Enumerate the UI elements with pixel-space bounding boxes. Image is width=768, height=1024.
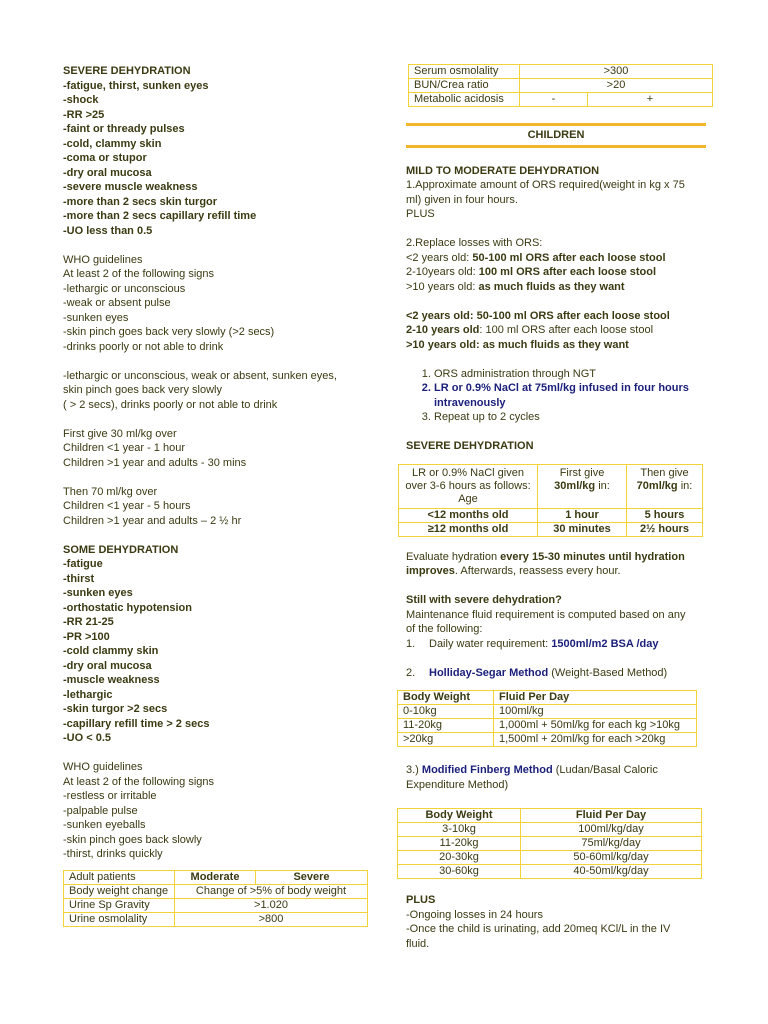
list-item: 2. Holliday-Segar Method (Weight-Based Method)	[406, 666, 668, 679]
table-cell: >800	[175, 912, 368, 926]
list-item: -fatigue	[63, 558, 103, 570]
text-line: 1.Approximate amount of ORS required(weight in kg x 75	[406, 179, 685, 191]
table-cell: <12 months old	[399, 508, 538, 522]
text-line: ( > 2 secs), drinks poorly or not able to drink	[63, 398, 278, 411]
list-item: -shock	[63, 94, 99, 106]
text-span: Holliday-Segar Method	[429, 666, 549, 679]
list-item: -faint or thready pulses	[63, 123, 185, 135]
table-header-row	[398, 691, 697, 705]
left-column	[63, 64, 363, 927]
some-dehydration-section	[63, 543, 363, 746]
list-item: -sunken eyes	[63, 587, 133, 599]
table-cell: 1,000ml + 50ml/kg for each kg >10kg	[494, 719, 697, 733]
header-text: Then give	[640, 466, 689, 479]
text-span: (Ludan/Basal Caloric	[552, 764, 658, 776]
text-line: First give 30 ml/kg over	[63, 427, 177, 440]
table-header-cell: Fluid Per Day	[494, 691, 697, 705]
text-span: Modified Finberg Method	[421, 764, 553, 776]
then-give-paragraph	[63, 485, 363, 529]
list-item	[406, 323, 706, 338]
table-cell: Change of >5% of body weight	[175, 884, 368, 898]
table-cell: 20-30kg	[398, 851, 521, 865]
table-cell: ≥12 months old	[399, 522, 538, 536]
severe-title: SEVERE DEHYDRATION	[63, 65, 191, 77]
list-item: -severe muscle weakness	[63, 181, 198, 193]
table-row	[398, 733, 697, 747]
severe-children-title: SEVERE DEHYDRATION	[406, 440, 534, 452]
table-cell: 30 minutes	[538, 522, 627, 536]
table-cell: Serum osmolality	[409, 65, 520, 79]
age-value: : as much fluids as they want	[476, 338, 629, 351]
list-item: 1. Daily water requirement: 1500ml/m2 BSA /day	[406, 637, 659, 650]
lab-values-table	[408, 64, 713, 107]
table-cell: 1 hour	[538, 508, 627, 522]
age-label: <2 years old	[406, 309, 470, 322]
list-item: -cold clammy skin	[63, 645, 159, 657]
table-cell: 40-50ml/kg/day	[521, 865, 702, 879]
age-value: : 50-100 ml ORS after each loose stool	[469, 309, 670, 322]
age-value: 50-100 ml ORS after each loose stool	[472, 251, 666, 264]
table-cell: Body weight change	[64, 884, 175, 898]
table-cell: 5 hours	[627, 508, 703, 522]
table-row	[398, 865, 702, 879]
list-item	[406, 309, 706, 324]
list-item: -RR 21-25	[63, 616, 114, 628]
text-line: -Ongoing losses in 24 hours	[406, 908, 543, 921]
header-suffix: in:	[677, 479, 693, 492]
text-line: PLUS	[406, 208, 435, 220]
finberg-heading	[406, 763, 706, 792]
table-cell: 50-60ml/kg/day	[521, 851, 702, 865]
mild-title: MILD TO MODERATE DEHYDRATION	[406, 164, 600, 177]
some-title: SOME DEHYDRATION	[63, 543, 179, 556]
text-span: (Weight-Based Method)	[548, 666, 668, 679]
text-line: of the following:	[406, 623, 483, 635]
severe-children-table	[398, 464, 703, 537]
table-cell: 1,500ml + 20ml/kg for each >20kg	[494, 733, 697, 747]
evaluate-paragraph	[406, 550, 706, 579]
list-item: 3. Repeat up to 2 cycles	[434, 410, 706, 425]
text-span: 3.)	[406, 764, 422, 776]
table-row	[64, 884, 368, 898]
table-header-cell: LR or 0.9% NaCl given over 3-6 hours as follows: Age	[399, 464, 538, 508]
text-line: ml) given in four hours.	[406, 193, 518, 206]
table-header-row	[398, 809, 702, 823]
ordered-list	[406, 367, 706, 425]
list-item: -fatigue, thirst, sunken eyes	[63, 79, 209, 92]
table-cell: >300	[520, 65, 713, 79]
list-item: -lethargic	[63, 688, 113, 701]
table-header-row	[399, 464, 703, 508]
age-value: as much fluids as they want	[478, 280, 625, 293]
adult-patients-table	[63, 870, 368, 927]
header-dose: 70ml/kg	[636, 479, 678, 492]
list-item: -thirst, drinks quickly	[63, 848, 163, 860]
header-suffix: in:	[595, 479, 610, 492]
text-line: Expenditure Method)	[406, 778, 509, 791]
table-header-cell: Body Weight	[398, 809, 521, 823]
list-item: 1. ORS administration through NGT	[434, 367, 706, 382]
table-cell: 100ml/kg/day	[521, 823, 702, 837]
table-header-cell: Fluid Per Day	[521, 809, 702, 823]
age-label: 2-10years old:	[406, 266, 479, 278]
text-line: Children <1 year - 1 hour	[63, 442, 185, 454]
list-item: -dry oral mucosa	[63, 659, 152, 672]
list-item: WHO guidelines	[63, 761, 143, 773]
table-header-row	[64, 870, 368, 884]
table-cell: >1.020	[175, 898, 368, 912]
list-item: 2. LR or 0.9% NaCl at 75ml/kg infused in four hours intravenously	[434, 381, 706, 410]
severe-dehydration-section	[63, 64, 363, 238]
children-header: CHILDREN	[406, 123, 706, 148]
list-item: -RR >25	[63, 108, 105, 121]
holliday-segar-table	[397, 690, 697, 747]
list-item: -lethargic or unconscious	[63, 282, 186, 295]
table-cell: 2½ hours	[627, 522, 703, 536]
age-label: >10 years old	[406, 338, 477, 351]
table-header-cell	[627, 464, 703, 508]
table-cell: -	[520, 93, 588, 107]
age-label: <2 years old:	[406, 251, 473, 264]
list-item: -thirst	[63, 572, 95, 585]
table-cell: 11-20kg	[398, 837, 521, 851]
list-item: -sunken eyeballs	[63, 819, 146, 831]
table-cell: Urine osmolality	[64, 912, 175, 926]
table-row	[398, 719, 697, 733]
who-guidelines-1	[63, 253, 363, 355]
text-span: Evaluate hydration	[406, 550, 501, 563]
first-give-paragraph	[63, 427, 363, 471]
list-item: -UO less than 0.5	[63, 224, 153, 237]
list-item: -skin pinch goes back very slowly (>2 secs)	[63, 326, 275, 338]
table-cell: 3-10kg	[398, 823, 521, 837]
text-line: fluid.	[406, 937, 430, 950]
list-item: -coma or stupor	[63, 152, 147, 164]
text-line: Then 70 ml/kg over	[63, 485, 158, 498]
list-item: -palpable pulse	[63, 804, 138, 817]
table-header-cell: Severe	[256, 870, 368, 884]
list-item: -PR >100	[63, 630, 110, 643]
table-cell: 0-10kg	[398, 705, 494, 719]
text-span: 1500ml/m2 BSA /day	[551, 637, 659, 650]
finberg-table	[397, 808, 702, 879]
table-cell: Metabolic acidosis	[409, 93, 520, 107]
table-row	[398, 851, 702, 865]
text-line: Children >1 year and adults - 30 mins	[63, 456, 247, 469]
list-item	[406, 338, 706, 353]
list-item	[406, 280, 706, 295]
list-item: WHO guidelines	[63, 253, 143, 266]
table-row	[409, 79, 713, 93]
table-cell: BUN/Crea ratio	[409, 79, 520, 93]
text-line: Children >1 year and adults – 2 ½ hr	[63, 514, 242, 527]
mild-moderate-section	[406, 164, 706, 425]
list-item: -cold, clammy skin	[63, 137, 162, 150]
table-cell: Urine Sp Gravity	[64, 898, 175, 912]
list-item: -capillary refill time > 2 secs	[63, 717, 210, 730]
table-header-cell	[538, 464, 627, 508]
text-span: . Afterwards, reassess every hour.	[454, 565, 621, 577]
text-span: Daily water requirement:	[429, 637, 552, 650]
list-item	[406, 251, 706, 266]
list-item: At least 2 of the following signs	[63, 268, 215, 280]
list-item: -skin turgor >2 secs	[63, 703, 168, 715]
plus-title: PLUS	[406, 894, 436, 906]
list-item: -more than 2 secs skin turgor	[63, 195, 218, 208]
text-line: Children <1 year - 5 hours	[63, 500, 191, 512]
list-item	[406, 265, 706, 280]
text-line: -Once the child is urinating, add 20meq KCl/L in the IV	[406, 923, 671, 935]
table-cell: >20	[520, 79, 713, 93]
summary-paragraph	[63, 369, 363, 413]
list-item: -more than 2 secs capillary refill time	[63, 210, 257, 222]
age-value: 100 ml ORS after each loose stool	[478, 266, 657, 278]
list-item: -UO < 0.5	[63, 732, 111, 744]
table-cell: 11-20kg	[398, 719, 494, 733]
table-row	[398, 823, 702, 837]
table-cell: 75ml/kg/day	[521, 837, 702, 851]
table-row	[398, 837, 702, 851]
table-header-cell: Adult patients	[64, 870, 175, 884]
list-item: -skin pinch goes back slowly	[63, 833, 202, 846]
table-row	[398, 705, 697, 719]
header-text: First give	[559, 466, 605, 479]
table-row	[409, 93, 713, 107]
still-severe-section	[406, 593, 706, 680]
text-line	[406, 763, 706, 778]
header-dose: 30ml/kg	[554, 479, 596, 492]
table-row	[64, 898, 368, 912]
text-line: Maintenance fluid requirement is computed based on any	[406, 608, 686, 621]
table-cell: 100ml/kg	[494, 705, 697, 719]
table-header-cell: Moderate	[175, 870, 256, 884]
table-cell: >20kg	[398, 733, 494, 747]
age-value: : 100 ml ORS after each loose stool	[479, 324, 654, 336]
table-row	[409, 65, 713, 79]
list-item: -muscle weakness	[63, 674, 160, 686]
list-item: -weak or absent pulse	[63, 297, 171, 309]
age-label: >10 years old:	[406, 280, 479, 293]
table-row	[64, 912, 368, 926]
table-cell: +	[588, 93, 713, 107]
text-span: every 15-30 minutes until hydration improves	[406, 550, 685, 577]
list-item: -drinks poorly or not able to drink	[63, 340, 224, 353]
table-header-cell: Body Weight	[398, 691, 494, 705]
table-row	[399, 522, 703, 536]
right-column	[403, 64, 706, 951]
still-title: Still with severe dehydration?	[406, 594, 562, 606]
list-item: -dry oral mucosa	[63, 166, 152, 179]
text-line: -lethargic or unconscious, weak or absent, sunken eyes,	[63, 369, 337, 382]
age-label: 2-10 years old	[406, 324, 480, 336]
list-item: -orthostatic hypotension	[63, 601, 192, 614]
table-cell: 30-60kg	[398, 865, 521, 879]
text-line: 2.Replace losses with ORS:	[406, 237, 543, 249]
text-line: skin pinch goes back very slowly	[63, 384, 222, 396]
list-item: -sunken eyes	[63, 311, 129, 324]
who-guidelines-2	[63, 760, 363, 862]
list-item: -restless or irritable	[63, 790, 157, 802]
plus-section	[406, 893, 706, 951]
list-item: At least 2 of the following signs	[63, 775, 215, 788]
table-row	[399, 508, 703, 522]
